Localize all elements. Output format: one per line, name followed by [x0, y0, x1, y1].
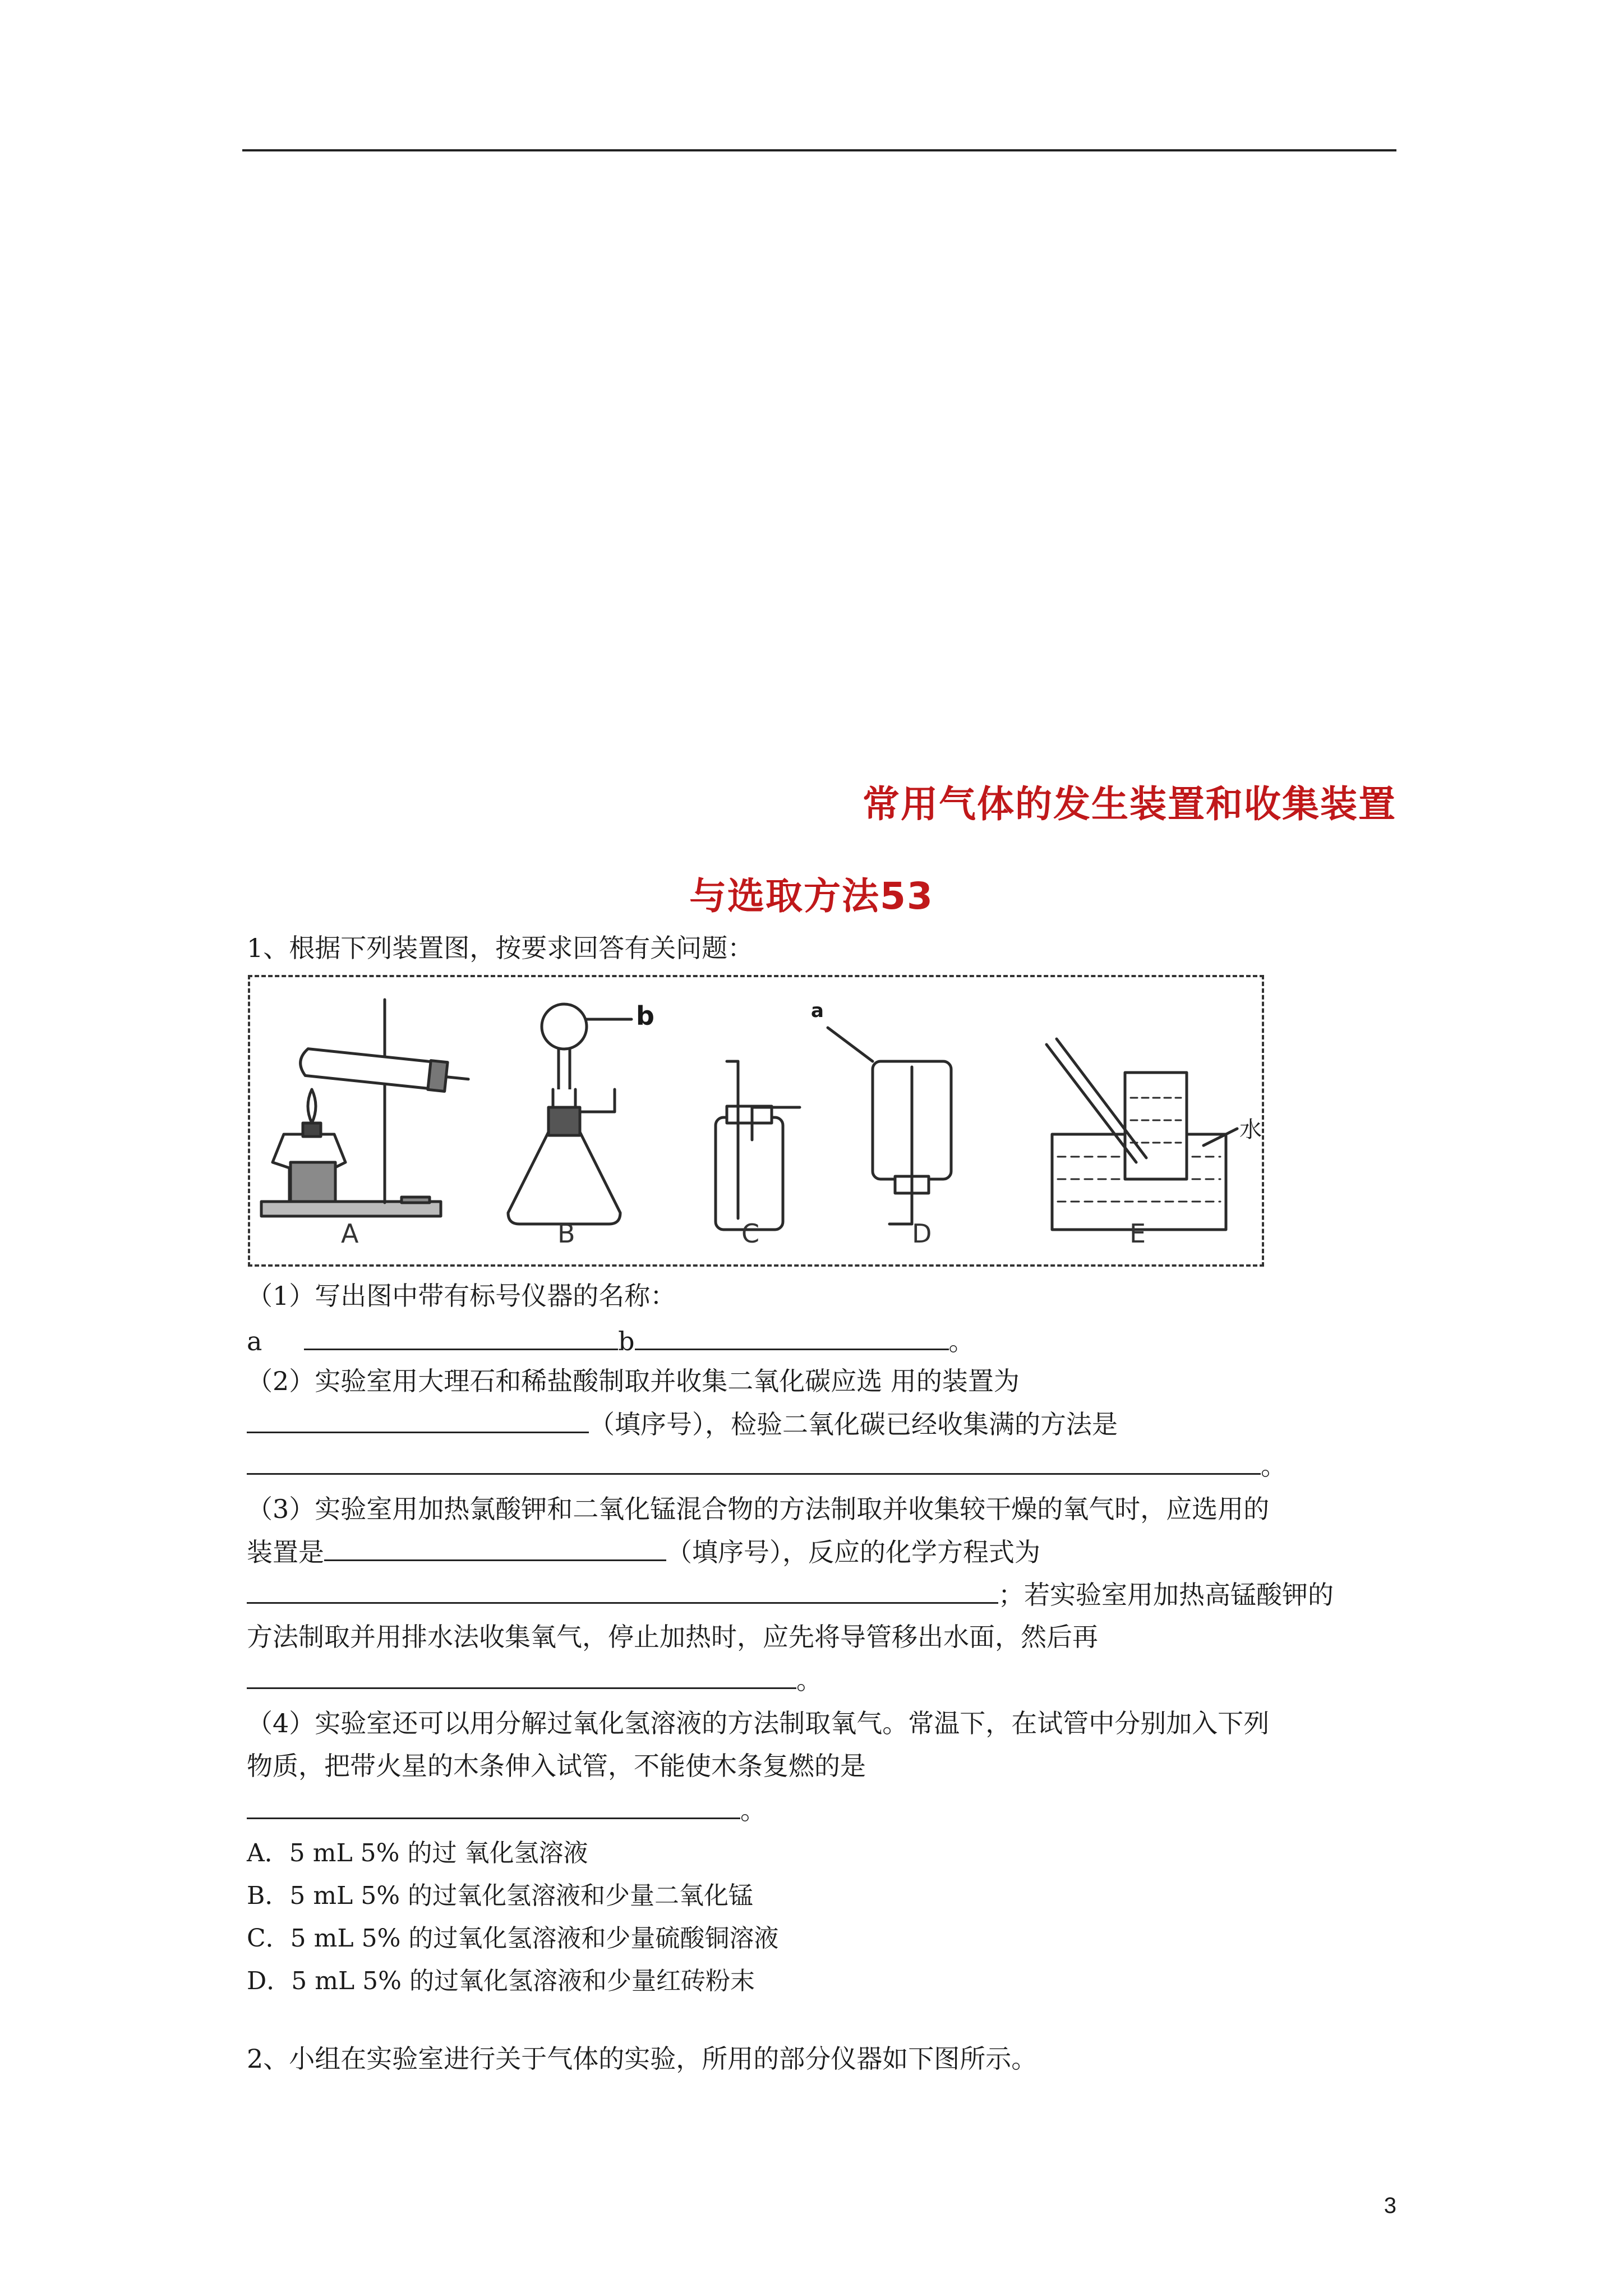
- period: 。: [740, 1795, 766, 1825]
- answer-blank-2a[interactable]: [247, 1407, 589, 1433]
- period: 。: [948, 1326, 975, 1356]
- tag-a: a: [811, 1000, 824, 1022]
- apparatus-figure: [248, 975, 1264, 1267]
- q1-part-3-line-4: 方法制取并用排水法收集氧气，停止加热时，应先将导管移出水面，然后再: [247, 1622, 1098, 1652]
- figure-label-c: C: [741, 1218, 760, 1249]
- period: 。: [796, 1665, 822, 1695]
- q1-part-3-text-a: 装置是: [247, 1537, 324, 1567]
- figure-label-a: A: [341, 1218, 359, 1249]
- header-rule: [242, 149, 1396, 151]
- q1-part-3-line-1: （3）实验室用加热氯酸钾和二氧化锰混合物的方法制取并收集较干燥的氧气时，应选用的: [247, 1494, 1270, 1524]
- answer-blank-3a[interactable]: [324, 1535, 666, 1561]
- option-c: C．5 mL 5% 的过氧化氢溶液和少量硫酸铜溶液: [247, 1924, 779, 1953]
- apparatus-e-drawing: [1046, 1039, 1237, 1230]
- tag-water: 水: [1239, 1117, 1262, 1143]
- apparatus-b-drawing: [508, 1004, 631, 1224]
- answer-blank-4[interactable]: [247, 1793, 740, 1819]
- figure-label-d: D: [912, 1218, 932, 1249]
- apparatus-a-drawing: [261, 1000, 470, 1216]
- answer-blank-2b[interactable]: [247, 1448, 1261, 1475]
- q1-part-1: （1）写出图中带有标号仪器的名称：: [247, 1281, 676, 1311]
- apparatus-d-drawing: [828, 1028, 951, 1224]
- q1-part-3-line-2: [247, 1535, 1040, 1569]
- q1-part-3-line-3: [247, 1577, 1334, 1612]
- apparatus-c-drawing: [716, 1061, 800, 1230]
- q1-part-1-answers: [247, 1324, 975, 1358]
- answer-blank-b[interactable]: [635, 1324, 949, 1350]
- answer-blank-3b[interactable]: [247, 1577, 998, 1604]
- period: 。: [1261, 1451, 1287, 1481]
- label-a: a: [247, 1326, 262, 1356]
- q1-part-3-line-5: [247, 1663, 822, 1697]
- question-2-stem: 2、小组在实验室进行关于气体的实验，所用的部分仪器如下图所示。: [247, 2044, 1038, 2074]
- q1-part-2-line-1: （2）实验室用大理石和稀盐酸制取并收集二氧化碳应选 用的装置为: [247, 1366, 1020, 1396]
- title-line-1: 常用气体的发生装置和收集装置: [863, 783, 1396, 826]
- figure-label-b: B: [557, 1218, 575, 1249]
- answer-blank-3c[interactable]: [247, 1663, 796, 1689]
- q1-part-2-line-2: [247, 1407, 1118, 1441]
- question-1-stem: 1、根据下列装置图，按要求回答有关问题：: [247, 933, 754, 963]
- q1-part-4-line-2: 物质，把带火星的木条伸入试管，不能使木条复燃的是: [247, 1751, 866, 1781]
- q1-part-4-line-3: [247, 1793, 766, 1827]
- q1-part-3-text-b: （填序号），反应的化学方程式为: [666, 1537, 1040, 1567]
- tag-b: b: [636, 1001, 654, 1031]
- option-d: D．5 mL 5% 的过氧化氢溶液和少量红砖粉末: [247, 1967, 755, 1995]
- answer-blank-a[interactable]: [304, 1324, 618, 1350]
- page-number: 3: [1384, 2193, 1396, 2218]
- title-line-2: 与选取方法53: [689, 875, 934, 918]
- q1-part-4-line-1: （4）实验室还可以用分解过氧化氢溶液的方法制取氧气。常温下，在试管中分别加入下列: [247, 1708, 1270, 1738]
- q1-part-3-text-c: ；若实验室用加热高锰酸钾的: [998, 1580, 1334, 1610]
- option-b: B．5 mL 5% 的过氧化氢溶液和少量二氧化锰: [247, 1881, 754, 1910]
- q1-part-2-line-3: [247, 1448, 1287, 1483]
- label-b: b: [618, 1326, 635, 1356]
- q1-part-2-text: （填序号），检验二氧化碳已经收集满的方法是: [589, 1409, 1118, 1439]
- figure-label-e: E: [1129, 1218, 1146, 1249]
- option-a: A．5 mL 5% 的过 氧化氢溶液: [247, 1839, 588, 1867]
